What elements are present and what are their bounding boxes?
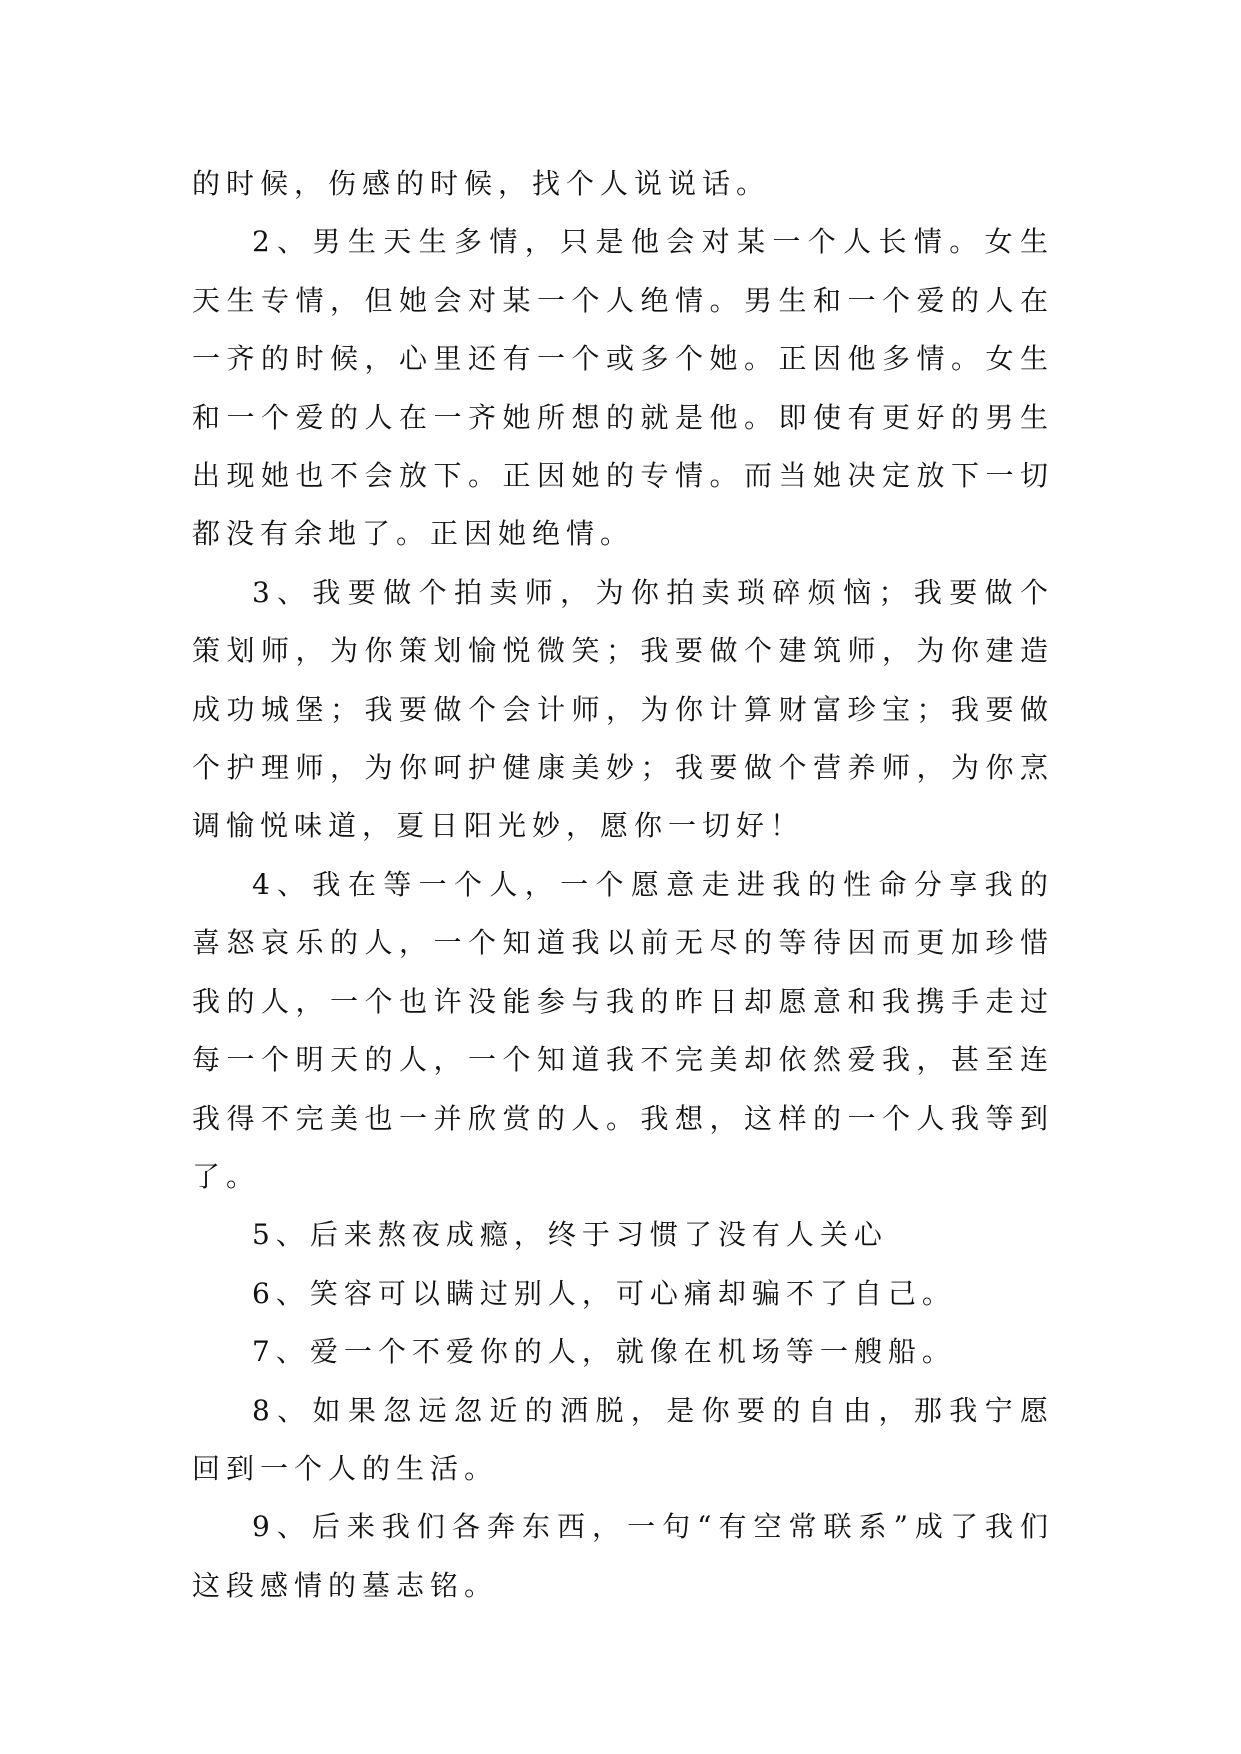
paragraph-item-2: 2、男生天生多情，只是他会对某一个人长情。女生天生专情，但她会对某一个人绝情。男生和一个爱的人在一齐的时候，心里还有一个或多个她。正因他多情。女生和一个爱的人在一齐她所想的就是他。即使有更好的男生出现她也不会放下。正因她的专情。而当她决定放下一切都没有余地了。正因她绝情。	[192, 225, 1054, 551]
paragraph-item-3: 3、我要做个拍卖师，为你拍卖琐碎烦恼；我要做个策划师，为你策划愉悦微笑；我要做个建筑师，为你建造成功城堡；我要做个会计师，为你计算财富珍宝；我要做个护理师，为你呵护健康美妙；我要做个营养师，为你烹调愉悦味道，夏日阳光妙，愿你一切好！	[192, 575, 1054, 843]
paragraph-item-8: 8、如果忽远忽近的洒脱，是你要的自由，那我宁愿回到一个人的生活。	[192, 1393, 1054, 1485]
paragraph-item-9: 9、后来我们各奔东西，一句“有空常联系”成了我们这段感情的墓志铭。	[192, 1510, 1054, 1602]
document-body	[192, 155, 1054, 1615]
paragraph-continuation: 的时候，伤感的时候，找个人说说话。	[192, 167, 771, 200]
paragraph-item-4: 4、我在等一个人，一个愿意走进我的性命分享我的喜怒哀乐的人，一个知道我以前无尽的等待因而更加珍惜我的人，一个也许没能参与我的昨日却愿意和我携手走过每一个明天的人，一个知道我不完美却依然爱我，甚至连我得不完美也一并欣赏的人。我想，这样的一个人我等到了。	[192, 867, 1054, 1193]
paragraph-item-5: 5、后来熬夜成瘾，终于习惯了没有人关心	[252, 1218, 888, 1252]
paragraph-item-7: 7、爱一个不爱你的人，就像在机场等一艘船。	[252, 1335, 956, 1369]
paragraph-item-6: 6、笑容可以瞒过别人，可心痛却骗不了自己。	[252, 1276, 956, 1310]
